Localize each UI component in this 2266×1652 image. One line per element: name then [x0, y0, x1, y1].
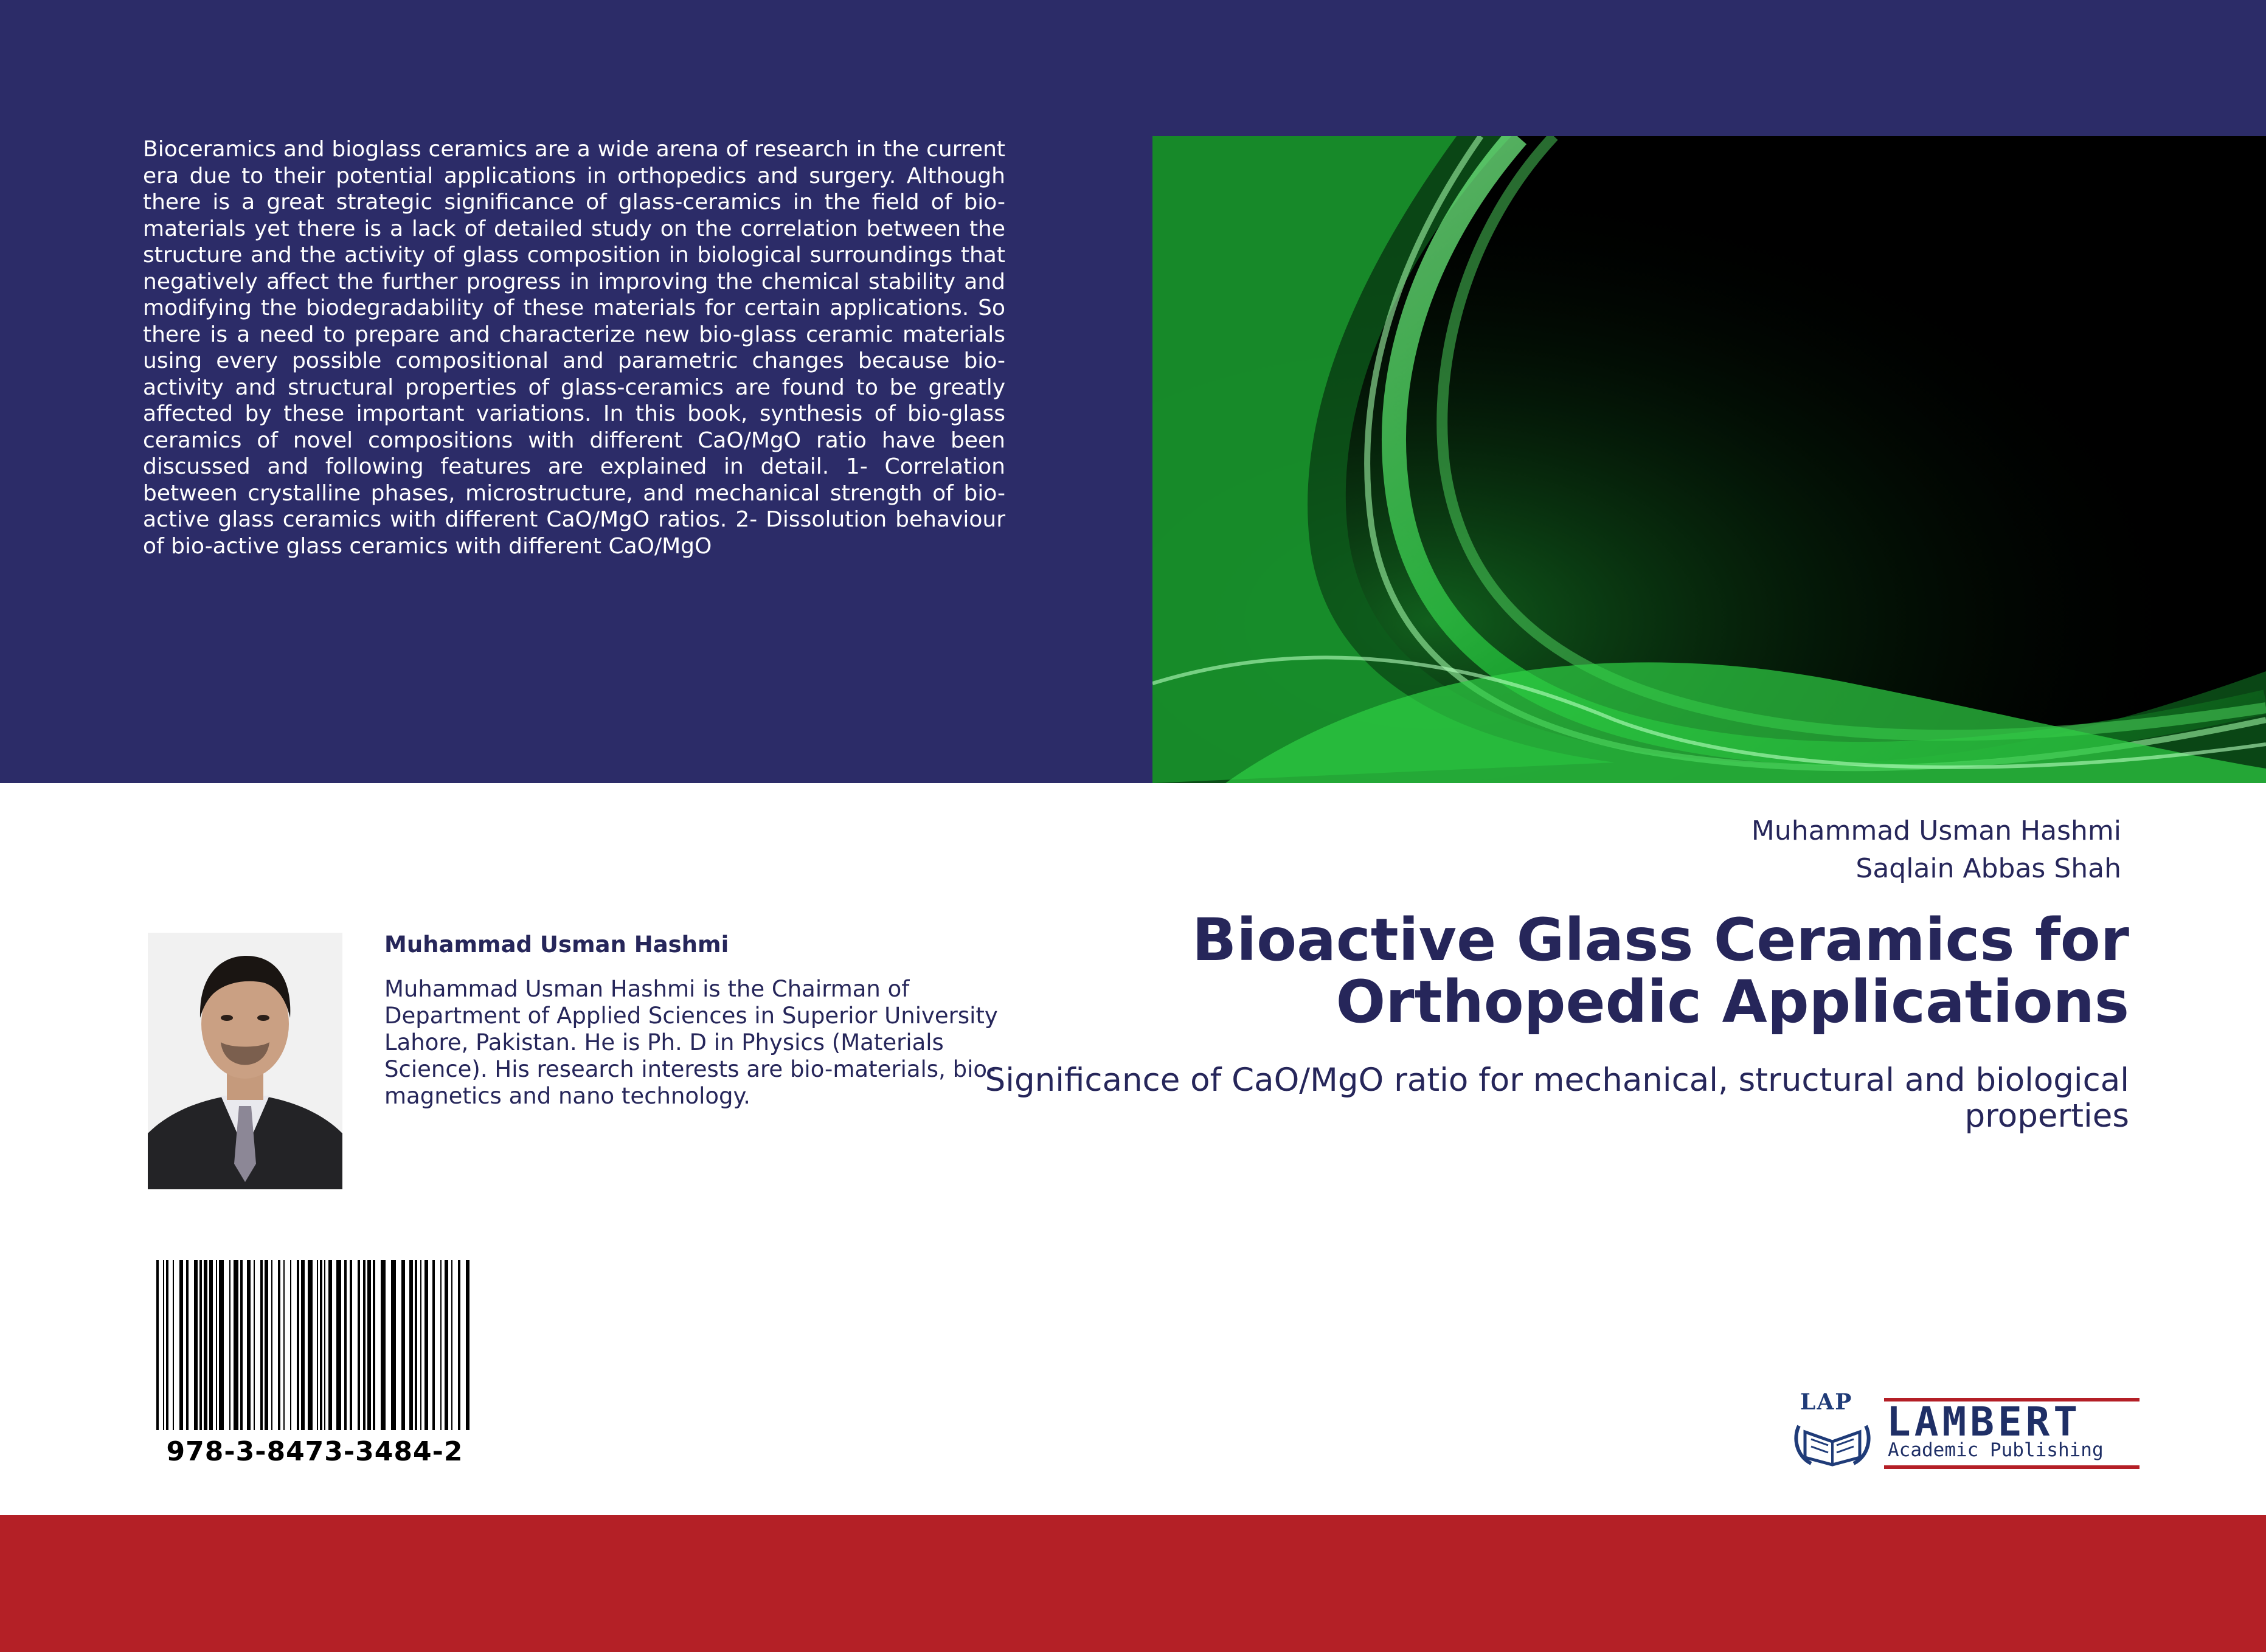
barcode-bar: [466, 1260, 469, 1430]
barcode-bar: [445, 1260, 448, 1430]
barcode-bar: [420, 1260, 421, 1430]
barcode-bar: [440, 1260, 442, 1430]
cover-artwork-green-waves: [1152, 136, 2266, 783]
barcode-bar: [254, 1260, 255, 1430]
barcode-bar: [290, 1260, 291, 1430]
barcode-bar: [424, 1260, 428, 1430]
barcode-bar: [344, 1260, 347, 1430]
publisher-logo: [1787, 1389, 2146, 1471]
barcode-bar: [451, 1260, 452, 1430]
barcode-bar: [367, 1260, 371, 1430]
barcode-bar: [391, 1260, 396, 1430]
barcode-bar: [415, 1260, 417, 1430]
barcode-bar: [234, 1260, 238, 1430]
barcode-bar: [229, 1260, 230, 1430]
barcode-bar: [156, 1260, 159, 1430]
barcode-bar: [166, 1260, 168, 1430]
barcode-bar: [358, 1260, 360, 1430]
barcode-bar: [409, 1260, 413, 1430]
barcode-bar: [271, 1260, 272, 1430]
barcode-bar: [163, 1260, 164, 1430]
barcode-bar: [194, 1260, 198, 1430]
barcode-bar: [209, 1260, 213, 1430]
barcode-bar: [260, 1260, 263, 1430]
barcode-bar: [363, 1260, 366, 1430]
barcode-bar: [216, 1260, 217, 1430]
publisher-name: LAMBERT: [1887, 1398, 2082, 1445]
publisher-emblem-text: LAP: [1800, 1389, 1853, 1415]
barcode-bar: [432, 1260, 435, 1430]
front-cover-authors: [1751, 812, 2121, 888]
book-title: Bioactive Glass Ceramics for Orthopedic Applications: [1192, 906, 2129, 1036]
barcode-bar: [401, 1260, 405, 1430]
book-subtitle: Significance of CaO/MgO ratio for mechanical, structural and biological properties: [985, 1062, 2129, 1135]
barcode-bar: [240, 1260, 243, 1430]
author-bio-text: Muhammad Usman Hashmi is the Chairman of Department of Applied Sciences in Superior University Lahore, Pakistan. He is Ph. D in Physics (Materials Science). His research interests are bio-materials, bio-magnetics and nano technology.: [384, 976, 998, 1109]
barcode-bar: [350, 1260, 352, 1430]
barcode-bar: [317, 1260, 318, 1430]
barcode-bar: [283, 1260, 285, 1430]
barcode-bar: [219, 1260, 224, 1430]
publisher-subtitle: Academic Publishing: [1888, 1439, 2104, 1461]
isbn-barcode: [155, 1260, 474, 1430]
bottom-color-band: [0, 1515, 2266, 1652]
barcode-bar: [324, 1260, 325, 1430]
barcode-bar: [301, 1260, 305, 1430]
barcode-bar: [381, 1260, 386, 1430]
author-bio-name: Muhammad Usman Hashmi: [384, 931, 729, 958]
author-name-2: Saqlain Abbas Shah: [1855, 853, 2121, 884]
barcode-bar: [247, 1260, 251, 1430]
barcode-bar: [265, 1260, 268, 1430]
barcode-bar: [336, 1260, 341, 1430]
barcode-bar: [373, 1260, 375, 1430]
barcode-bar: [308, 1260, 313, 1430]
barcode-bar: [199, 1260, 202, 1430]
back-cover-blurb: Bioceramics and bioglass ceramics are a wide arena of research in the current era due to their potential applications in orthopedics and surgery. Although there is a great strategic significance of glass-ceramics in the field of bio-materials yet there is a lack of detailed study on the correlation between the structure and the activity of glass composition in biological surroundings that negatively affect the further progress in improving the chemical stability and modifying the biodegradability of these materials for certain applications. So there is a need to prepare and characterize new bio-glass ceramic materials using every possible compositional and parametric changes because bio-activity and structural properties of glass-ceramics are found to be greatly affected by these important variations. In this book, synthesis of bio-glass ceramics of novel compositions with different CaO/MgO ratio have been discussed and following features are explained in detail. 1- Correlation between crystalline phases, microstructure, and mechanical strength of bio-active glass ceramics with different CaO/MgO ratios. 2- Dissolution behaviour of bio-active glass ceramics with different CaO/MgO: [143, 137, 1005, 559]
barcode-bar: [320, 1260, 322, 1430]
logo-bottom-rule: [1884, 1465, 2140, 1469]
barcode-bar: [179, 1260, 183, 1430]
barcode-bar: [173, 1260, 174, 1430]
isbn-number: 978-3-8473-3484-2: [166, 1436, 463, 1467]
barcode-bar: [204, 1260, 207, 1430]
barcode-bar: [186, 1260, 189, 1430]
barcode-bar: [297, 1260, 299, 1430]
barcode-bar: [328, 1260, 332, 1430]
barcode-bar: [278, 1260, 280, 1430]
author-photo: [148, 933, 342, 1189]
barcode-bar: [458, 1260, 460, 1430]
author-name-1: Muhammad Usman Hashmi: [1751, 815, 2121, 846]
